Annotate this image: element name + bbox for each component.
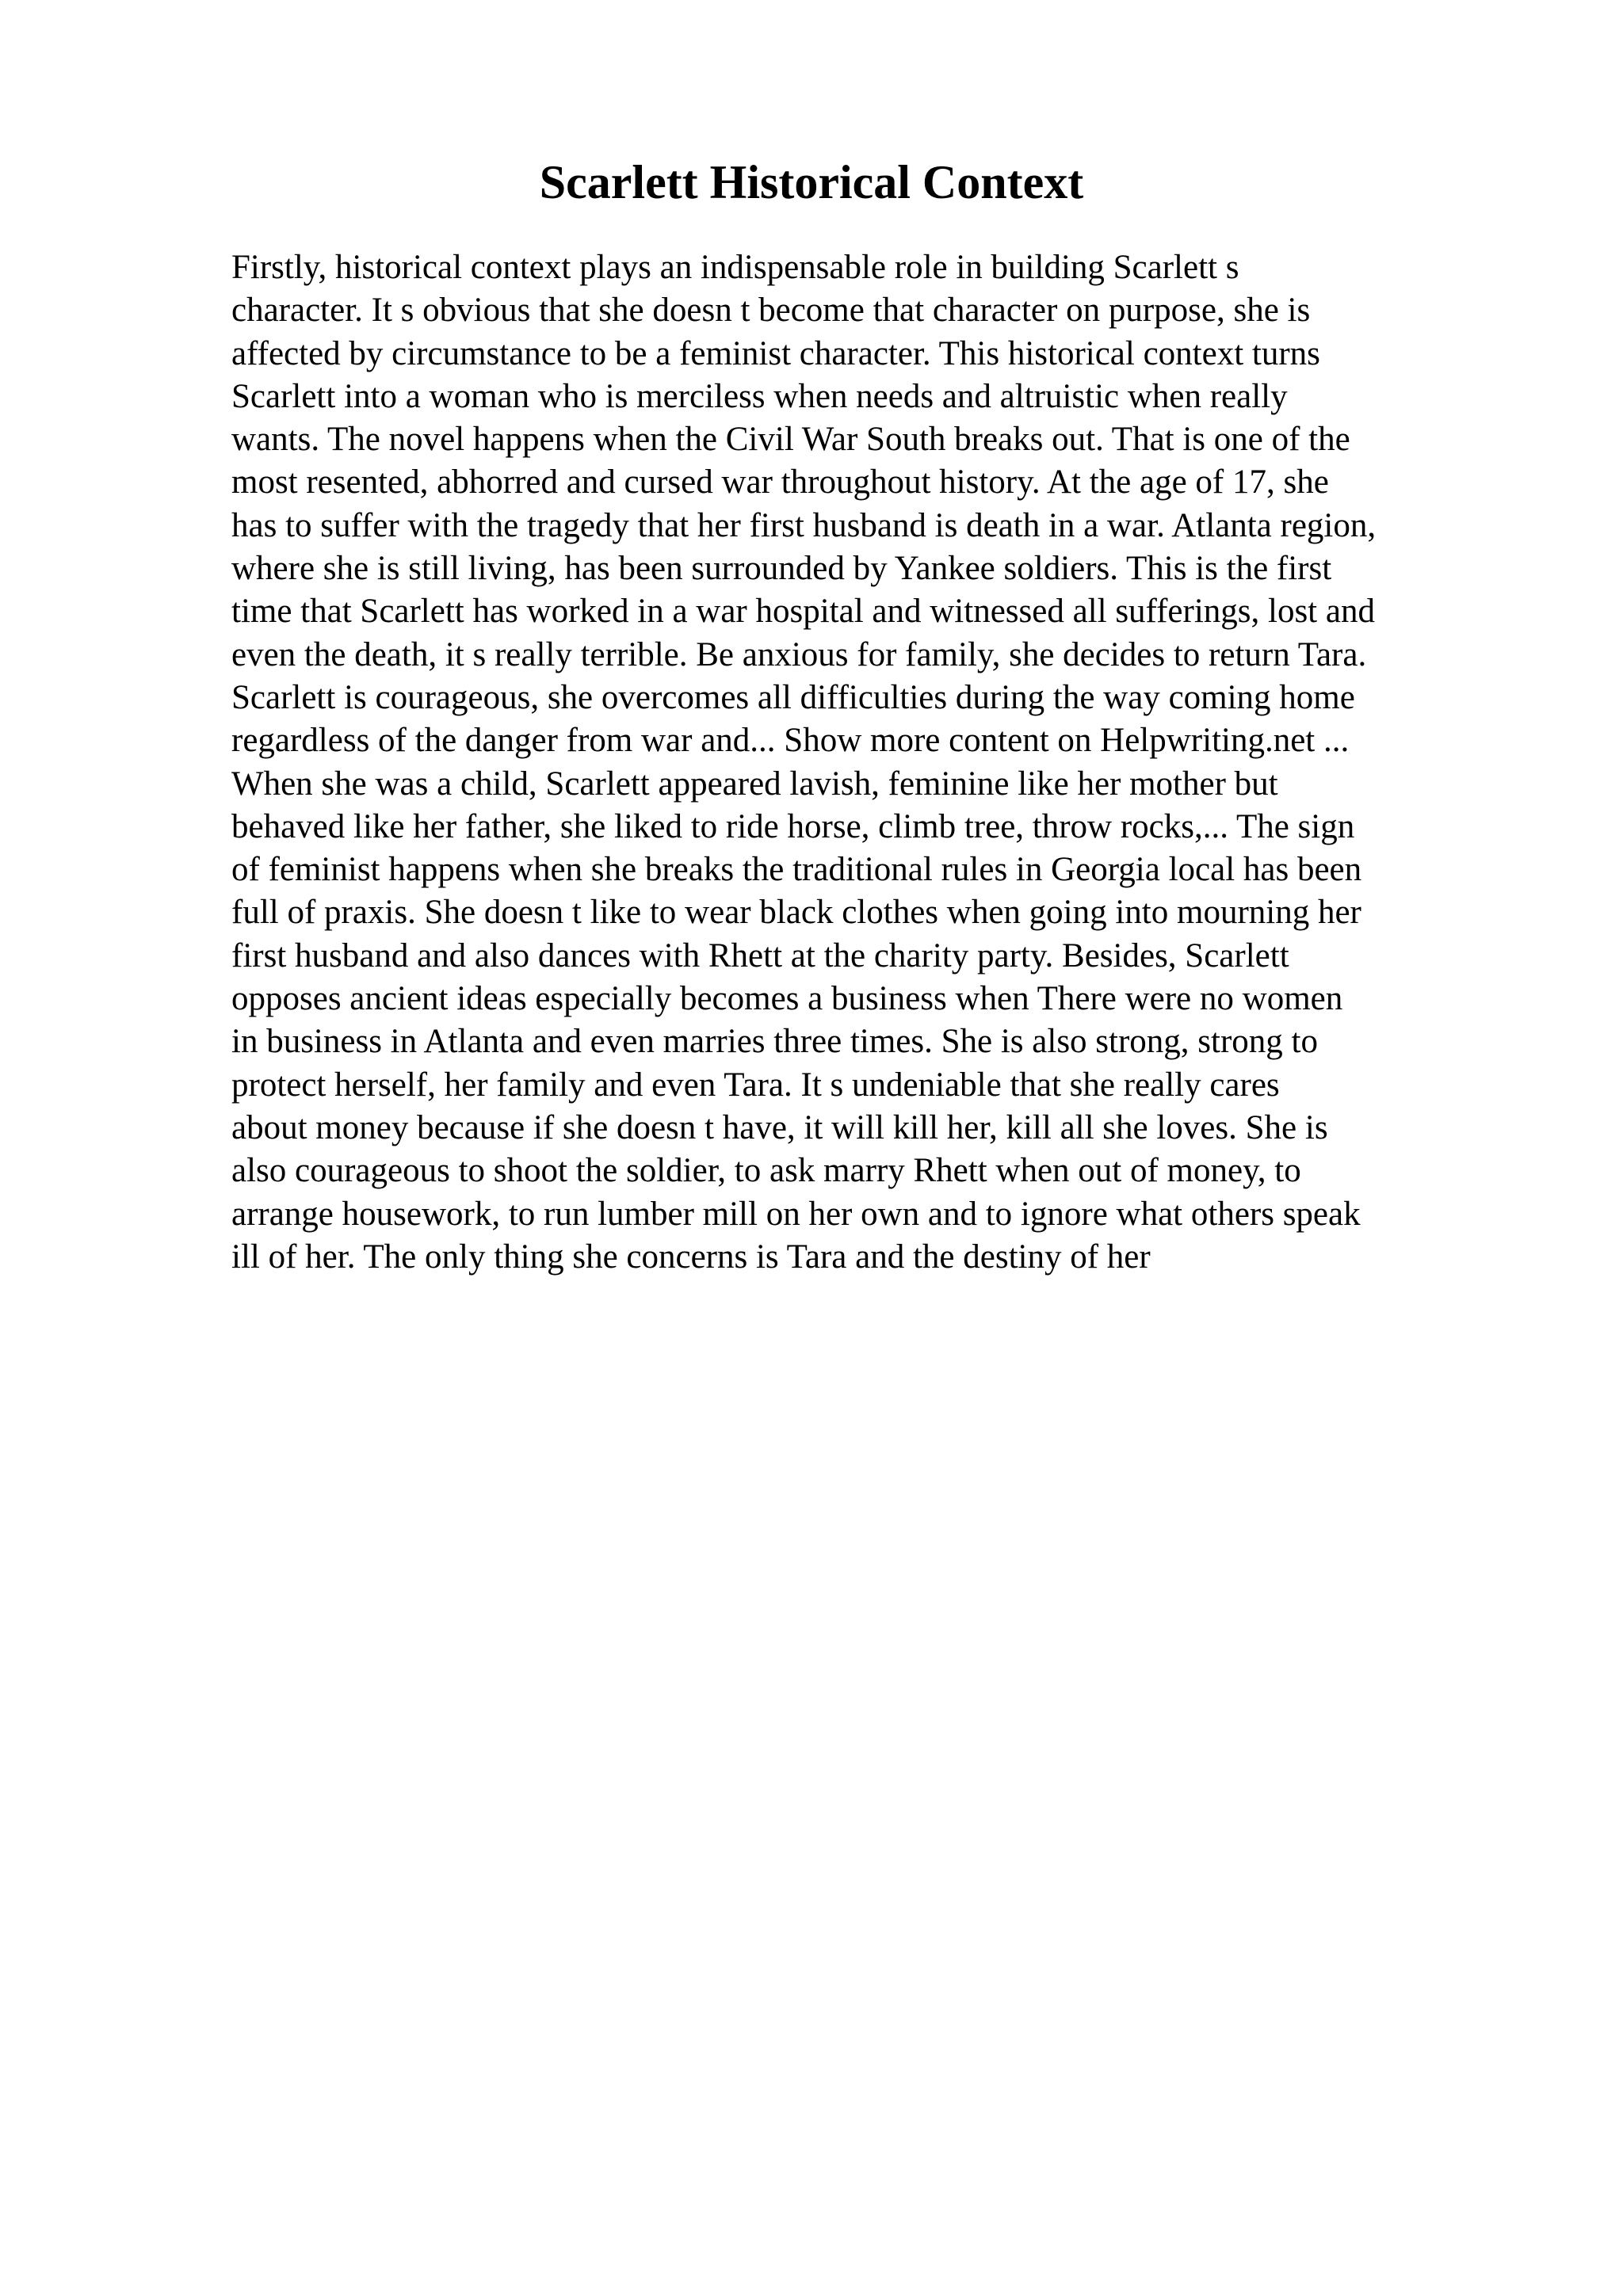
body-text-line: time that Scarlett has worked in a war hospital and witnessed all sufferings, lost and [231,593,1375,631]
body-text-line: arrange housework, to run lumber mill on her own and to ignore what others speak [231,1195,1361,1233]
body-text-line: affected by circumstance to be a feminist character. This historical context turns [231,334,1320,372]
body-text-line: where she is still living, has been surrounded by Yankee soldiers. This is the first [231,550,1332,588]
body-text-line: character. It s obvious that she doesn t become that character on purpose, she is [231,292,1311,330]
body-text-line: full of praxis. She doesn t like to wear black clothes when going into mourning her [231,894,1361,932]
body-text-line: ill of her. The only thing she concerns is Tara and the destiny of her [231,1238,1151,1276]
body-text-line: opposes ancient ideas especially becomes a business when There were no women [231,980,1343,1018]
body-text-line: protect herself, her family and even Tara. It s undeniable that she really cares [231,1066,1280,1104]
body-text-line: even the death, it s really terrible. Be anxious for family, she decides to return Tara. [231,635,1367,673]
body-text-line: of feminist happens when she breaks the traditional rules in Georgia local has been [231,851,1362,889]
body-text-line: behaved like her father, she liked to ride horse, climb tree, throw rocks,... The sign [231,807,1355,845]
document-body [231,246,1515,1279]
body-text-line: in business in Atlanta and even marries three times. She is also strong, strong to [231,1023,1319,1061]
body-text-line: first husband and also dances with Rhett at the charity party. Besides, Scarlett [231,936,1289,974]
body-text-line: most resented, abhorred and cursed war throughout history. At the age of 17, she [231,463,1329,502]
document-title: Scarlett Historical Context [539,156,1084,208]
body-text-line: Scarlett is courageous, she overcomes all difficulties during the way coming home [231,678,1355,716]
body-text-line: When she was a child, Scarlett appeared lavish, feminine like her mother but [231,765,1278,803]
body-text-line: Firstly, historical context plays an indispensable role in building Scarlett s [231,249,1239,286]
body-text-line: has to suffer with the tragedy that her first husband is death in a war. Atlanta region, [231,506,1377,544]
body-text-line: wants. The novel happens when the Civil War South breaks out. That is one of the [231,421,1350,459]
body-text-line: about money because if she doesn t have, it will kill her, kill all she loves. She is [231,1108,1328,1146]
body-text-line: also courageous to shoot the soldier, to ask marry Rhett when out of money, to [231,1152,1301,1190]
body-text-line: Scarlett into a woman who is merciless when needs and altruistic when really [231,377,1288,415]
body-text-line: regardless of the danger from war and... Show more content on Helpwriting.net ... [231,722,1350,760]
